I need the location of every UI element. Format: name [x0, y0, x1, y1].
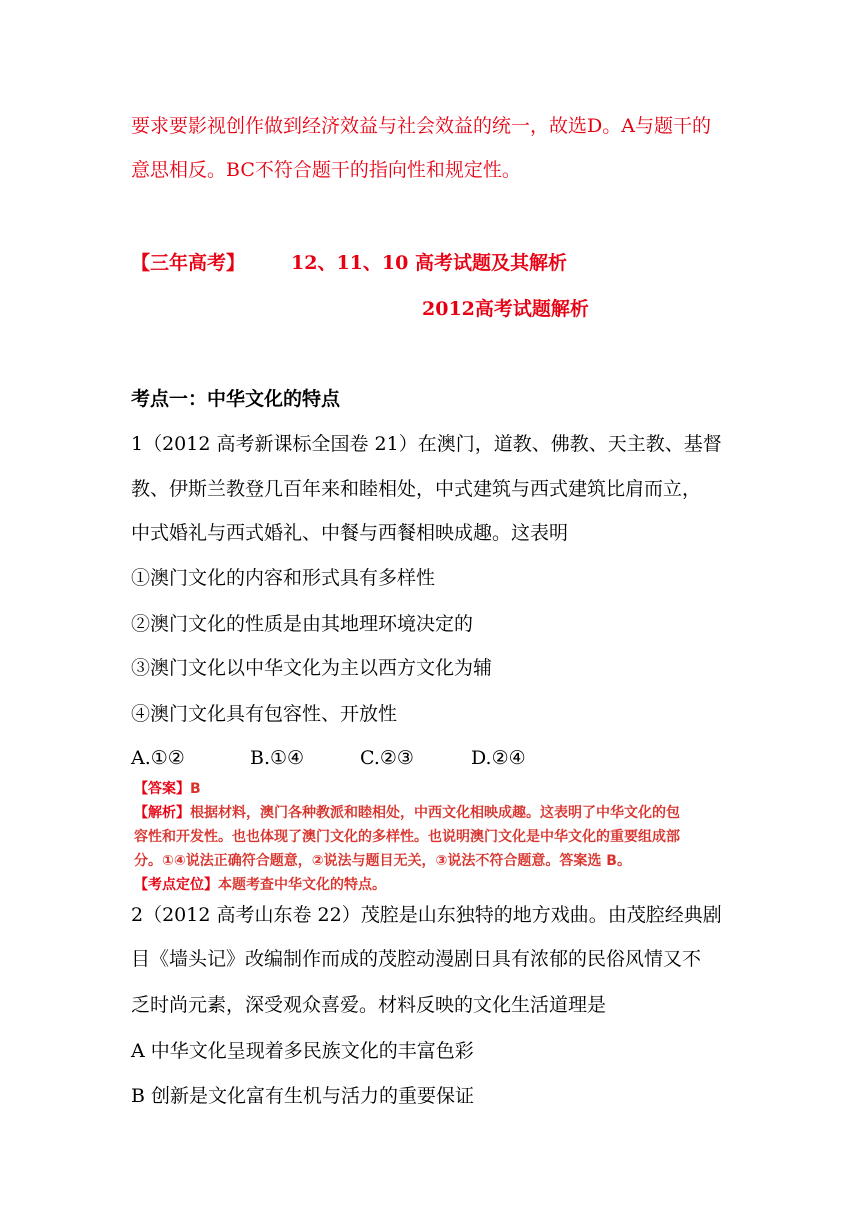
analysis-line [134, 802, 680, 824]
choice-a: A.①② [131, 747, 185, 769]
question1-option: ②澳门文化的性质是由其地理环境决定的 [131, 613, 474, 635]
choice-d: D.②④ [471, 747, 526, 769]
answer-tag: 【答案】 [134, 781, 190, 797]
question2-stem-line: 2（2012 高考山东卷 22）茂腔是山东独特的地方戏曲。由茂腔经典剧 [131, 904, 722, 926]
question1-option: ①澳门文化的内容和形式具有多样性 [131, 567, 436, 589]
topic-heading: 考点一：中华文化的特点 [131, 388, 341, 410]
choice-c: C.②③ [360, 747, 414, 769]
analysis-text-line-2: 容性和开发性。也也体现了澳门文化的多样性。也说明澳门文化是中华文化的重要组成部 [134, 829, 680, 845]
question1-option: ④澳门文化具有包容性、开放性 [131, 703, 398, 725]
intro-text-line-1: 要求要影视创作做到经济效益与社会效益的统一，故选D。A与题干的 [131, 115, 711, 137]
analysis-tag: 【解析】 [134, 805, 190, 821]
analysis-text-line-3: 分。①④说法正确符合题意，②说法与题目无关，③说法不符合题意。答案选 B。 [134, 853, 631, 869]
question1-stem-line: 中式婚礼与西式婚礼、中餐与西餐相映成趣。这表明 [131, 522, 569, 544]
location-line [134, 874, 386, 896]
question1-stem-line: 教、伊斯兰教登几百年来和睦相处，中式建筑与西式建筑比肩而立， [131, 478, 702, 500]
choice-b: B.①④ [250, 747, 305, 769]
location-text: 本题考查中华文化的特点。 [218, 877, 386, 893]
section-title: 12、11、10 高考试题及其解析 [291, 252, 567, 274]
question2-option: A 中华文化呈现着多民族文化的丰富色彩 [131, 1040, 474, 1062]
question1-option: ③澳门文化以中华文化为主以西方文化为辅 [131, 657, 493, 679]
answer-line [134, 778, 201, 800]
section-bracket-title: 【三年高考】 [131, 252, 246, 274]
question2-option: B 创新是文化富有生机与活力的重要保证 [131, 1085, 475, 1107]
question2-stem-line: 目《墙头记》改编制作而成的茂腔动漫剧日具有浓郁的民俗风情又不 [131, 948, 702, 970]
analysis-text-line-1: 根据材料，澳门各种教派和睦相处，中西文化相映成趣。这表明了中华文化的包 [190, 805, 680, 821]
answer-value: B [190, 781, 201, 797]
question2-stem-line: 乏时尚元素，深受观众喜爱。材料反映的文化生活道理是 [131, 994, 607, 1016]
section-heading [131, 251, 567, 275]
location-tag: 【考点定位】 [134, 877, 218, 893]
year-heading: 2012高考试题解析 [422, 298, 589, 320]
question1-stem-line: 1（2012 高考新课标全国卷 21）在澳门，道教、佛教、天主教、基督 [131, 433, 722, 455]
intro-text-line-2: 意思相反。BC不符合题干的指向性和规定性。 [131, 159, 521, 181]
